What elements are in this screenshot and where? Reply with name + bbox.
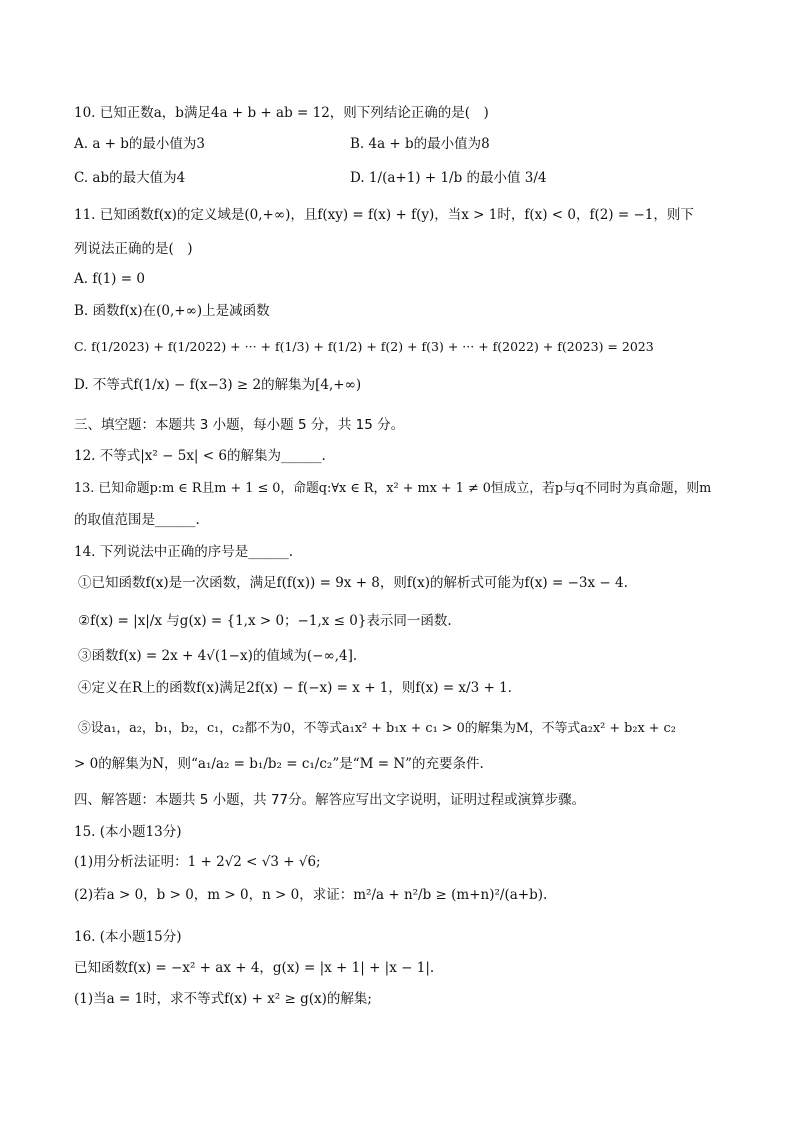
q11-option-a: A. f(1) = 0 xyxy=(74,271,145,287)
q12: 12. 不等式|x² − 5x| < 6的解集为______. xyxy=(74,448,326,464)
q16-given: 已知函数f(x) = −x² + ax + 4，g(x) = |x + 1| + |x − 1|. xyxy=(74,960,435,976)
q14-statement-1: ①已知函数f(x)是一次函数，满足f(f(x)) = 9x + 8，则f(x)的解析式可能为f(x) = −3x − 4. xyxy=(78,575,628,591)
q10-option-b: B. 4a + b的最小值为8 xyxy=(350,136,490,152)
q14-statement-5-line2: > 0的解集为N，则“a₁/a₂ = b₁/b₂ = c₁/c₂”是“M = N”的充要条件. xyxy=(74,756,484,772)
q11-option-d: D. 不等式f(1/x) − f(x−3) ≥ 2的解集为[4,+∞) xyxy=(74,377,362,393)
q15-part2: (2)若a > 0，b > 0，m > 0，n > 0，求证：m²/a + n²/b ≥ (m+n)²/(a+b). xyxy=(74,887,548,903)
q14-statement-2: ②f(x) = |x|/x 与g(x) = {1,x > 0；−1,x ≤ 0}表示同一函数. xyxy=(78,613,452,629)
q11-option-c: C. f(1/2023) + f(1/2022) + ··· + f(1/3) + f(1/2) + f(2) + f(3) + ··· + f(2022) + f(2023) = 2023 xyxy=(74,339,654,354)
q13-line2: 的取值范围是______. xyxy=(74,512,200,528)
q11-option-b: B. 函数f(x)在(0,+∞)上是减函数 xyxy=(74,303,270,319)
q11-stem-line1: 11. 已知函数f(x)的定义域是(0,+∞)，且f(xy) = f(x) + f(y)，当x > 1时，f(x) < 0，f(2) = −1，则下 xyxy=(74,207,694,223)
q11-stem-line2: 列说法正确的是( ) xyxy=(74,241,193,257)
q14-statement-5-line1: ⑤设a₁，a₂，b₁，b₂，c₁，c₂都不为0，不等式a₁x² + b₁x + c₁ > 0的解集为M，不等式a₂x² + b₂x + c₂ xyxy=(78,721,676,736)
q15-heading: 15. (本小题13分) xyxy=(74,824,182,840)
q10-option-c: C. ab的最大值为4 xyxy=(74,170,186,186)
section-3-heading: 三、填空题：本题共 3 小题，每小题 5 分，共 15 分。 xyxy=(74,417,405,433)
q10-stem: 10. 已知正数a，b满足4a + b + ab = 12，则下列结论正确的是( ) xyxy=(74,105,489,121)
q15-part1: (1)用分析法证明：1 + 2√2 < √3 + √6; xyxy=(74,854,321,870)
q16-heading: 16. (本小题15分) xyxy=(74,929,182,945)
q13-line1: 13. 已知命题p:m ∈ R且m + 1 ≤ 0，命题q:∀x ∈ R，x² + mx + 1 ≠ 0恒成立，若p与q不同时为真命题，则m xyxy=(74,481,712,496)
q14-statement-3: ③函数f(x) = 2x + 4√(1−x)的值域为(−∞,4]. xyxy=(78,648,358,664)
q14-stem: 14. 下列说法中正确的序号是______. xyxy=(74,544,294,560)
q16-part1: (1)当a = 1时，求不等式f(x) + x² ≥ g(x)的解集; xyxy=(74,991,372,1007)
q10-option-d: D. 1/(a+1) + 1/b 的最小值 3/4 xyxy=(350,170,547,186)
q14-statement-4: ④定义在R上的函数f(x)满足2f(x) − f(−x) = x + 1，则f(x) = x/3 + 1. xyxy=(78,680,512,696)
q10-option-a: A. a + b的最小值为3 xyxy=(74,136,206,152)
section-4-heading: 四、解答题：本题共 5 小题，共 77分。解答应写出文字说明，证明过程或演算步骤。 xyxy=(74,792,586,808)
